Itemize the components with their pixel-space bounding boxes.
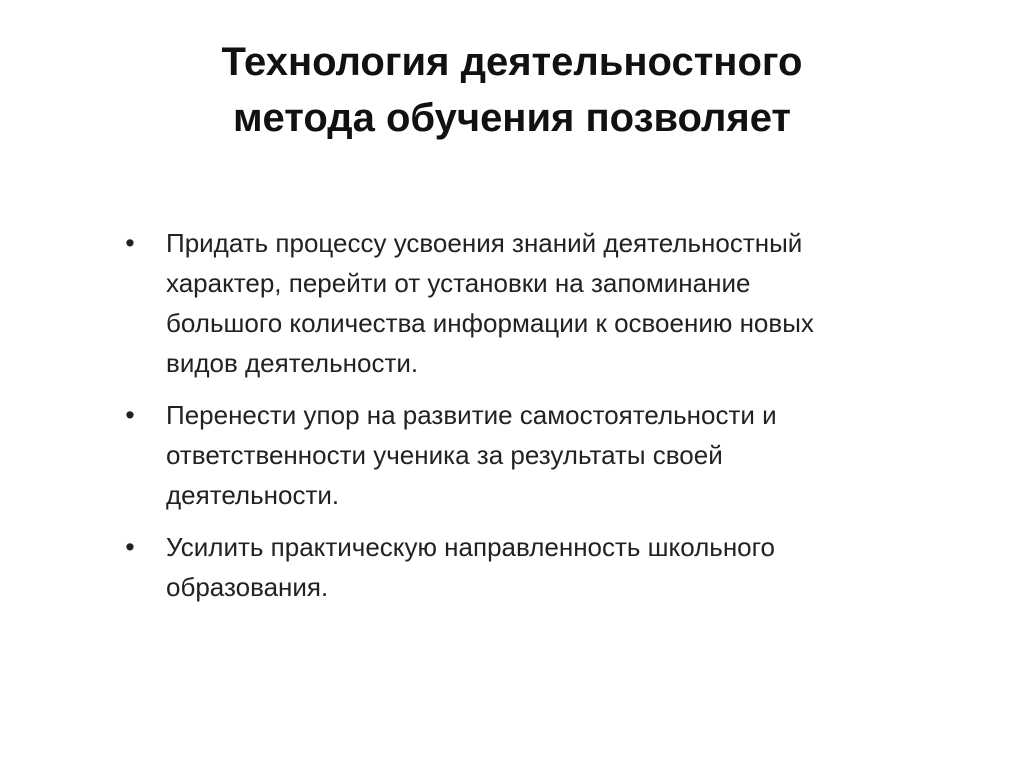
- bullet-dot: •: [125, 532, 135, 562]
- bullet-line: Усилить практическую направленность школьного: [166, 532, 776, 562]
- bullet-item: [122, 223, 972, 383]
- bullet-text: [166, 395, 972, 515]
- title-line-2: метода обучения позволяет: [232, 96, 792, 140]
- title-line-1: Технология деятельностного: [221, 40, 803, 84]
- slide-title: [60, 34, 964, 146]
- bullet-item: [122, 527, 972, 607]
- bullet-list: [122, 223, 972, 619]
- bullet-line: большого количества информации к освоению новых: [166, 308, 814, 338]
- bullet-line: видов деятельности.: [166, 348, 419, 378]
- bullet-line: характер, перейти от установки на запоминание: [166, 268, 751, 298]
- bullet-line: образования.: [166, 572, 329, 602]
- bullet-text: [166, 527, 972, 607]
- bullet-text: [166, 223, 972, 383]
- bullet-line: деятельности.: [166, 480, 340, 510]
- bullet-item: [122, 395, 972, 515]
- bullet-line: ответственности ученика за результаты своей: [166, 440, 723, 470]
- bullet-dot: •: [125, 228, 135, 258]
- bullet-dot: •: [125, 400, 135, 430]
- bullet-line: Придать процессу усвоения знаний деятельностный: [166, 228, 803, 258]
- bullet-line: Перенести упор на развитие самостоятельности и: [166, 400, 777, 430]
